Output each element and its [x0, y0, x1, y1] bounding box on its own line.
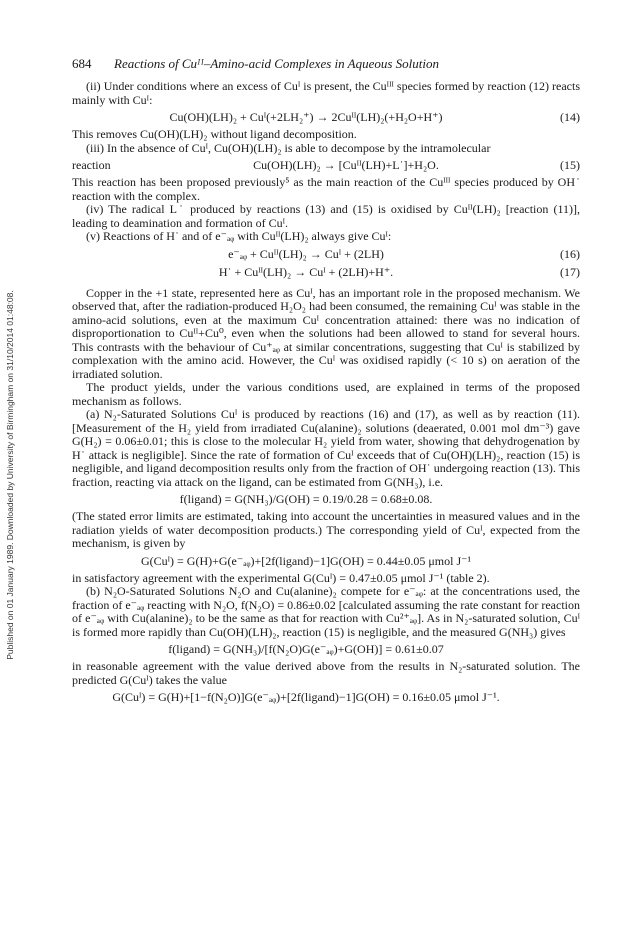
- equation-body: f(ligand) = G(NH₃)/G(OH) = 0.19/0.28 = 0.68±0.08.: [179, 492, 433, 506]
- paragraph: (ii) Under conditions where an excess of Cuᴵ is present, the Cuᴵᴵᴵ species formed by reaction (12) reacts mainly with Cuᴵ:: [72, 79, 580, 107]
- publication-note-text: Published on 01 January 1989. Downloaded by University of Birmingham on 31/10/2014 01:48:08.: [5, 290, 15, 660]
- paragraph: (iv) The radical L˙ produced by reactions (13) and (15) is oxidised by Cuᴵᴵ(LH)₂ [reaction (11)], leading to deamination and formation of Cuᴵ.: [72, 202, 580, 230]
- page-number: 684: [72, 56, 92, 71]
- paragraph: (a) N₂-Saturated Solutions Cuᴵ is produced by reactions (16) and (17), as well as by reaction (11). [Measurement of the H₂ yield from irradiated Cu(alanine)₂ solutions (deaerated, 0.001 mol dm⁻³) gave G(H₂) = 0.06±0.01; this is close to the molecular H₂ yield from water, showing that dehydrogenation by H˙ attack is negligible]. Since the rate of formation of Cuᴵ exceeds that of Cu(OH)(LH)₂, reaction (15) is negligible, and ligand decomposition results only from the fraction of OH˙ undergoing reaction (13). This fraction, reacting via attack on the ligand, can be estimated from G(NH₃), i.e.: [72, 407, 580, 489]
- paragraph: This reaction has been proposed previously⁵ as the main reaction of the Cuᴵᴵᴵ species produced by OH˙ reaction with the complex.: [72, 175, 580, 203]
- paragraph: in reasonable agreement with the value derived above from the results in N₂-saturated solution. The predicted G(Cuᴵ) takes the value: [72, 659, 580, 687]
- equation-number: (17): [560, 264, 580, 279]
- equation-number: (15): [560, 158, 580, 172]
- paragraph: Copper in the +1 state, represented here as Cuᴵ, has an important role in the proposed mechanism. We observed that, after the radiation-produced H₂O₂ had been consumed, the remaining Cuᴵ was stable in the amino-acid solutions, even at the maximum Cuᴵ concentration attained: there was no indication of disproportionation to Cuᴵᴵ+Cu⁰, even when the solutions had been allowed to stand for several hours. This contrasts with the behaviour of Cu⁺ₐᵩ at similar concentrations, suggesting that Cuᴵ is stabilized by complexation with the amino acid. However, the Cuᴵ was oxidised rapidly (< 10 s) on aeration of the irradiated solution.: [72, 285, 580, 381]
- equation: [72, 642, 580, 657]
- publication-sidebar-note: [2, 170, 18, 780]
- paragraph: (v) Reactions of H˙ and of e⁻ₐᵩ with Cuᴵᴵ(LH)₂ always give Cuᴵ:: [86, 229, 392, 243]
- equation: [72, 265, 580, 280]
- equation: [72, 158, 580, 173]
- paragraph: (iii) In the absence of Cuᴵ, Cu(OH)(LH)₂ is able to decompose by the intramolecular: [86, 140, 491, 155]
- equation-body: Cu(OH)(LH)₂ + Cuᴵ(+2LH₂⁺) → 2Cuᴵᴵ(LH)₂(+H₂O+H⁺): [169, 110, 443, 124]
- equation-body: H˙ + Cuᴵᴵ(LH)₂ → Cuᴵ + (2LH)+H⁺.: [218, 264, 394, 279]
- running-title: Reactions of Cuᴵᴵ–Amino-acid Complexes in Aqueous Solution: [114, 56, 440, 71]
- page-body: [72, 56, 580, 708]
- paragraph: (b) N₂O-Saturated Solutions N₂O and Cu(alanine)₂ compete for e⁻ₐᵩ: at the concentrations used, the fraction of e⁻ₐᵩ reacting with N₂O, f(N₂O) = 0.86±0.02 [calculated assuming the rate constant for reaction of e⁻ₐᵩ with Cu(alanine)₂ to be the same as that for reaction with Cu²⁺ₐᵩ]. As in N₂-saturated solution, Cuᴵ is formed more rapidly than Cu(OH)(LH)₂, reaction (15) is negligible, and the measured G(NH₃) gives: [72, 584, 580, 639]
- equation: [72, 492, 580, 507]
- equation-body: Cu(OH)(LH)₂ → [Cuᴵᴵ(LH)+L˙]+H₂O.: [253, 158, 439, 172]
- paragraph: This removes Cu(OH)(LH)₂ without ligand decomposition.: [72, 127, 357, 141]
- equation: [72, 110, 580, 125]
- equation-body: G(Cuᴵ) = G(H)+G(e⁻ₐᵩ)+[2f(ligand)−1]G(OH) = 0.44±0.05 μmol J⁻¹: [140, 553, 472, 568]
- equation-body: e⁻ₐᵩ + Cuᴵᴵ(LH)₂ → Cuᴵ + (2LH): [228, 246, 384, 261]
- equation: [72, 247, 580, 262]
- paragraph: (The stated error limits are estimated, taking into account the uncertainties in measured values and in the radiation yields of water decomposition products.) The corresponding yield of Cuᴵ, expected from the mechanism, is given by: [72, 509, 580, 550]
- paragraph: in satisfactory agreement with the experimental G(Cuᴵ) = 0.47±0.05 μmol J⁻¹ (table 2).: [72, 570, 490, 585]
- equation-body: f(ligand) = G(NH₃)/[f(N₂O)G(e⁻ₐᵩ)+G(OH)] = 0.61±0.07: [168, 642, 444, 656]
- equation-body: G(Cuᴵ) = G(H)+[1−f(N₂O)]G(e⁻ₐᵩ)+[2f(ligand)−1]G(OH) = 0.16±0.05 μmol J⁻¹.: [112, 690, 500, 704]
- equation: [72, 690, 580, 705]
- equation: [72, 554, 580, 569]
- running-header: [72, 56, 580, 72]
- paragraph: The product yields, under the various conditions used, are explained in terms of the proposed mechanism as follows.: [72, 380, 580, 408]
- equation-lead-text: reaction: [72, 158, 111, 172]
- equation-number: (14): [560, 110, 580, 124]
- article-text: [72, 80, 580, 705]
- equation-number: (16): [560, 246, 580, 261]
